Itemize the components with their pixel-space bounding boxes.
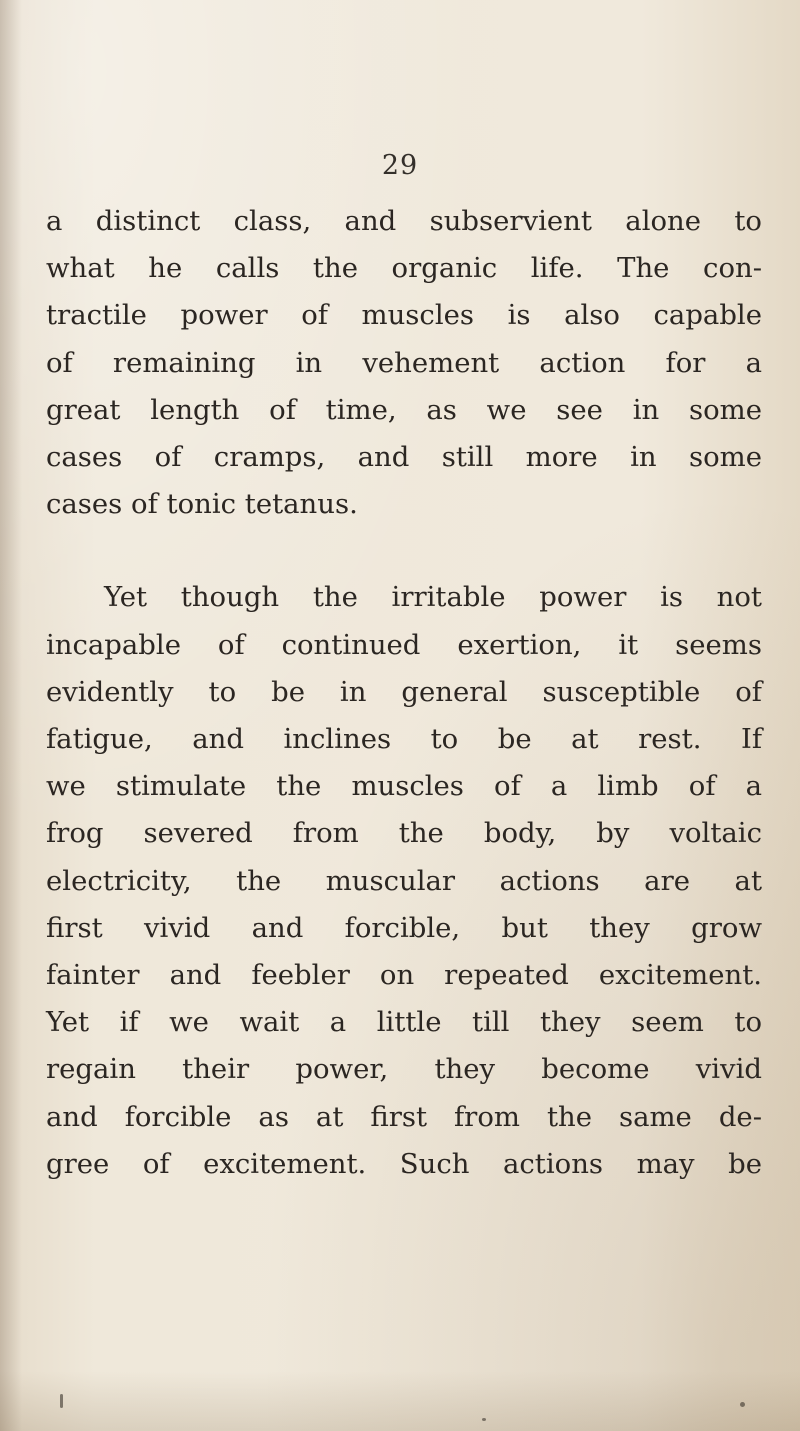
text-line: Yet though the irritable power is not — [104, 581, 762, 614]
text-line: and forcible as at first from the same de- — [46, 1100, 762, 1133]
text-line: frog severed from the body, by voltaic — [46, 817, 762, 850]
body-text — [46, 198, 762, 1188]
text-line: incapable of continued exertion, it seems — [46, 628, 762, 661]
text-line: great length of time, as we see in some — [46, 393, 762, 426]
paragraph-gap — [46, 528, 762, 574]
text-line: evidently to be in general susceptible of — [46, 675, 762, 708]
page-binding-shadow — [0, 0, 22, 1431]
ink-speck — [60, 1394, 63, 1408]
text-line: regain their power, they become vivid — [46, 1053, 762, 1086]
text-line: of remaining in vehement action for a — [46, 346, 762, 379]
page-bottom-stain — [0, 1371, 800, 1431]
text-line: electricity, the muscular actions are at — [46, 864, 762, 897]
text-line: a distinct class, and subservient alone to — [46, 205, 762, 237]
text-line: first vivid and forcible, but they grow — [46, 911, 762, 944]
ink-speck — [740, 1402, 745, 1407]
text-line: fatigue, and inclines to be at rest. If — [46, 723, 762, 756]
text-line: Yet if we wait a little till they seem to — [46, 1006, 762, 1039]
text-line: cases of tonic tetanus. — [46, 488, 358, 521]
text-line: cases of cramps, and still more in some — [46, 441, 762, 474]
ink-speck — [482, 1418, 486, 1421]
text-line: tractile power of muscles is also capable — [46, 299, 762, 332]
text-line: we stimulate the muscles of a limb of a — [46, 770, 762, 803]
text-line: gree of excitement. Such actions may be — [46, 1147, 762, 1180]
text-line: what he calls the organic life. The con- — [46, 252, 762, 285]
page-number: 29 — [381, 150, 419, 181]
text-line: fainter and feebler on repeated excitement. — [46, 959, 762, 992]
